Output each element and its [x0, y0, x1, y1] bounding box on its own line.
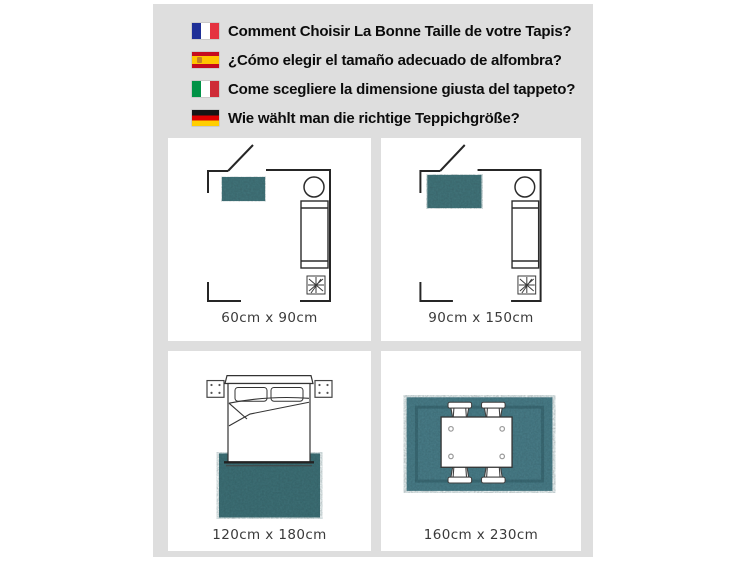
panel-160x230 [381, 351, 581, 551]
header-line-german [192, 110, 585, 126]
headboard [225, 376, 313, 384]
rug-size-guide-infographic [153, 4, 593, 557]
rug-60x90 [222, 177, 265, 201]
italy-flag-icon [192, 81, 219, 97]
spain-flag-icon [192, 52, 219, 68]
size-label-60x90: 60cm x 90cm [221, 310, 318, 326]
header-line-italian [192, 81, 585, 97]
size-label-160x230: 160cm x 230cm [423, 527, 539, 543]
open-door-line [228, 145, 253, 171]
size-label-90x150: 90cm x 150cm [428, 310, 534, 326]
bench-icon [512, 201, 539, 268]
header [192, 23, 585, 139]
germany-flag-icon [192, 110, 219, 126]
header-text-french: Comment Choisir La Bonne Taille de votre Tapis? [228, 22, 572, 40]
bench-icon [301, 201, 328, 268]
size-label-120x180: 120cm x 180cm [212, 527, 327, 543]
dining-table [441, 417, 512, 467]
panel-60x90 [168, 138, 371, 341]
panel-90x150 [381, 138, 581, 341]
plant-icon [518, 276, 536, 294]
bed-top-view-rug-diagram [168, 351, 371, 551]
panel-120x180 [168, 351, 371, 551]
header-line-spanish [192, 52, 585, 68]
plant-icon [307, 276, 325, 294]
header-text-spanish: ¿Cómo elegir el tamaño adecuado de alfombra? [228, 51, 562, 69]
france-flag-icon [192, 23, 219, 39]
header-line-french [192, 23, 585, 39]
side-table-icon [304, 177, 324, 197]
nightstand-left-icon [207, 381, 224, 398]
nightstand-right-icon [315, 381, 332, 398]
side-table-icon [515, 177, 535, 197]
open-door-line [440, 145, 465, 171]
size-examples-grid [168, 138, 581, 551]
dining-table-rug-diagram [381, 351, 581, 551]
header-text-german: Wie wählt man die richtige Teppichgröße? [228, 109, 520, 127]
header-text-italian: Come scegliere la dimensione giusta del tappeto? [228, 80, 576, 98]
rug-90x150 [427, 175, 481, 208]
